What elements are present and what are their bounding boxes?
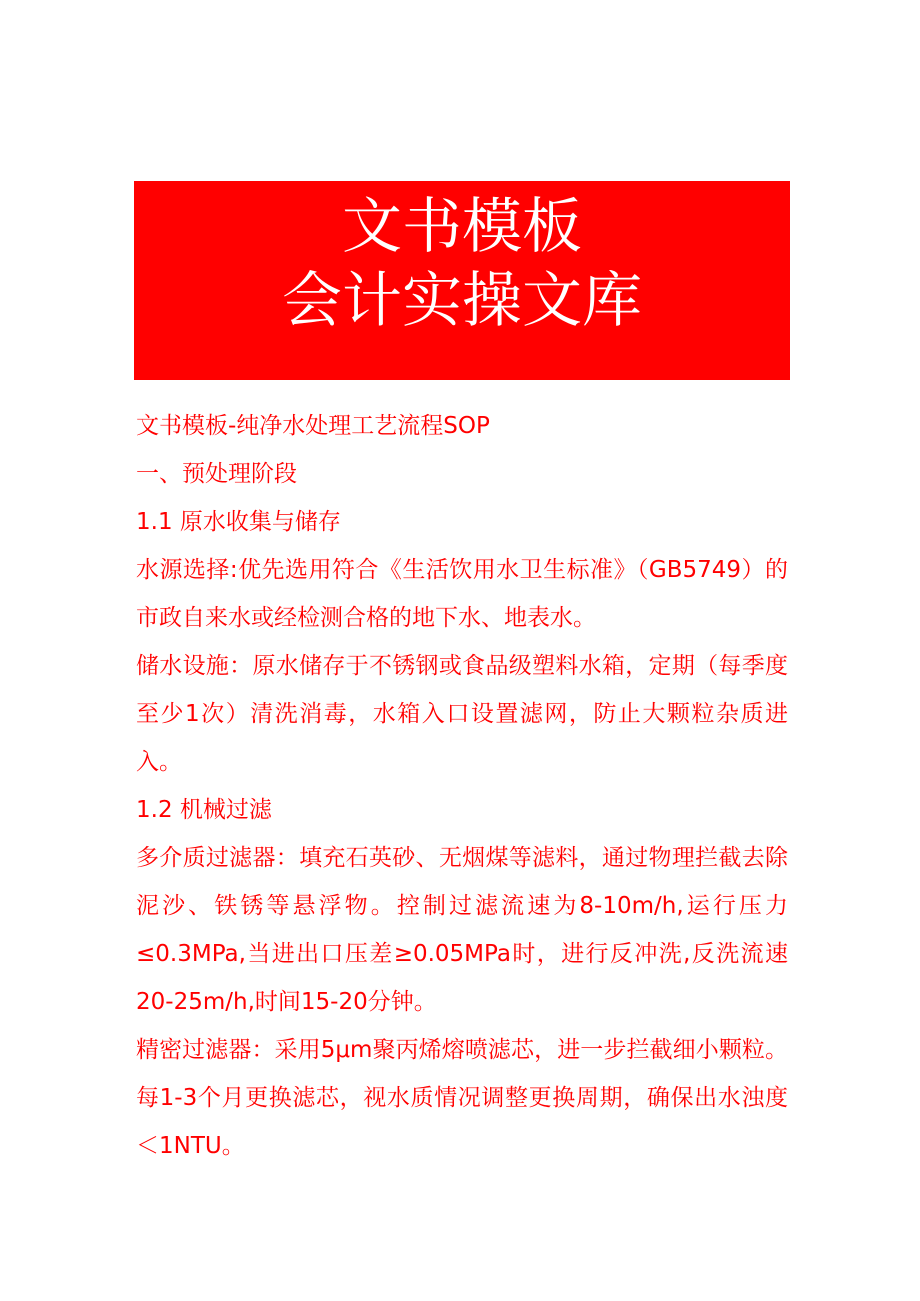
- paragraph-multimedia-filter: 多介质过滤器：填充石英砂、无烟煤等滤料，通过物理拦截去除泥沙、铁锈等悬浮物。控制过滤流速为8-10m/h,运行压力≤0.3MPa,当进出口压差≥0.05MPa时，进行反冲洗,反洗流速20-25m/h,时间15-20分钟。: [136, 845, 788, 1015]
- subsection-heading: 1.1 原水收集与储存: [136, 509, 341, 535]
- section-heading: 一、预处理阶段: [136, 461, 297, 487]
- document-body: [136, 402, 788, 1170]
- subsection-heading: 1.2 机械过滤: [136, 797, 272, 823]
- paragraph-precision-filter: 精密过滤器：采用5μm聚丙烯熔喷滤芯，进一步拦截细小颗粒。每1-3个月更换滤芯，视水质情况调整更换周期，确保出水浊度＜1NTU。: [136, 1037, 788, 1159]
- document-title: 文书模板-纯净水处理工艺流程SOP: [136, 413, 490, 439]
- banner-title-line-1: 文书模板: [342, 192, 582, 262]
- paragraph-storage: 储水设施：原水储存于不锈钢或食品级塑料水箱，定期（每季度至少1次）清洗消毒，水箱入口设置滤网，防止大颗粒杂质进入。: [136, 653, 788, 775]
- banner-title-line-2: 会计实操文库: [282, 266, 642, 336]
- paragraph-water-source: 水源选择:优先选用符合《生活饮用水卫生标准》（GB5749）的市政自来水或经检测合格的地下水、地表水。: [136, 557, 788, 631]
